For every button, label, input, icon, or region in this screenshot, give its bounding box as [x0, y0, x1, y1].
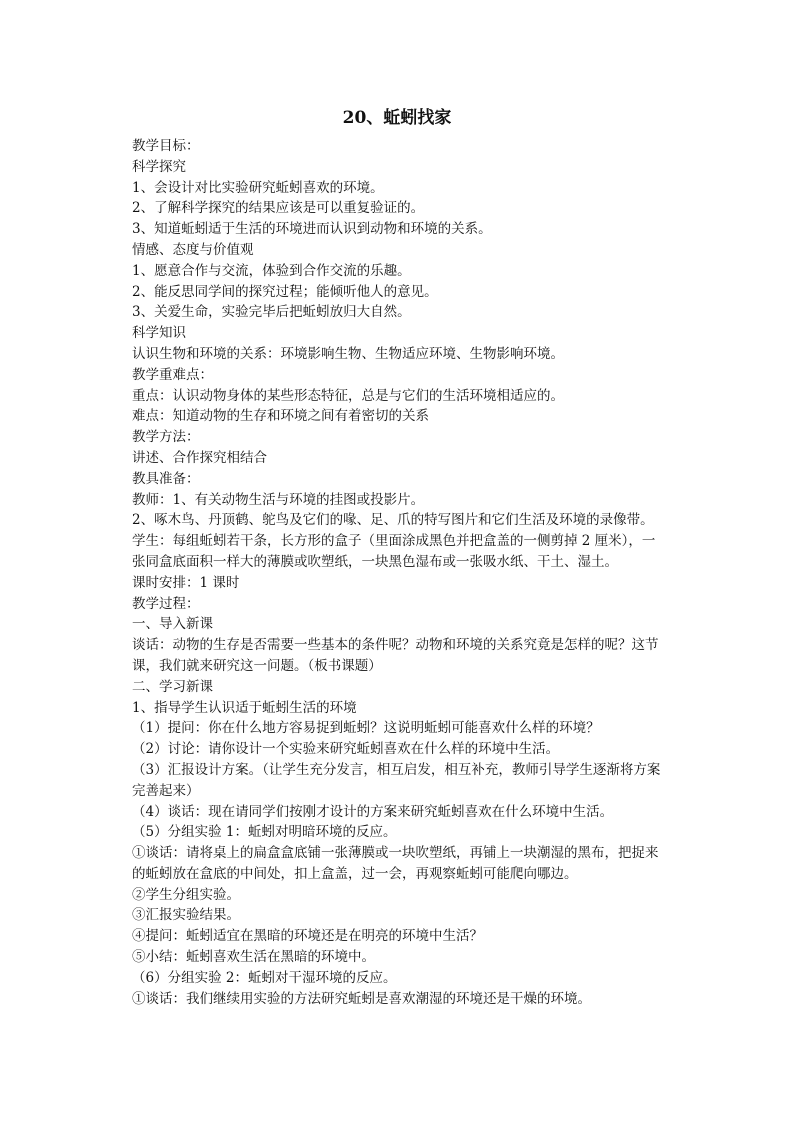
text-line: 谈话：动物的生存是否需要一些基本的条件呢？动物和环境的关系究竟是怎样的呢？这节: [132, 637, 659, 654]
document-body: [119, 136, 679, 1009]
text-line: 3、知道蚯蚓适于生活的环境进而认识到动物和环境的关系。: [132, 221, 492, 238]
text-line: 教师：1、有关动物生活与环境的挂图或投影片。: [132, 491, 425, 508]
text-line: 科学知识: [132, 325, 186, 342]
text-line: ①谈话：我们继续用实验的方法研究蚯蚓是喜欢潮湿的环境还是干燥的环境。: [132, 990, 591, 1007]
text-line: 2、啄木鸟、丹顶鹤、鸵鸟及它们的喙、足、爪的特写图片和它们生活及环境的录像带。: [132, 512, 654, 529]
text-line: 科学探究: [132, 158, 186, 175]
text-line: 3、关爱生命，实验完毕后把蚯蚓放归大自然。: [132, 304, 411, 321]
text-line: ②学生分组实验。: [132, 886, 240, 903]
document-title: 20、蚯蚓找家: [342, 108, 452, 128]
text-line: （1）提问：你在什么地方容易捉到蚯蚓？这说明蚯蚓可能喜欢什么样的环境？: [132, 720, 600, 737]
text-line: ④提问：蚯蚓适宜在黑暗的环境还是在明亮的环境中生活？: [132, 928, 483, 945]
text-line: （6）分组实验 2：蚯蚓对干湿环境的反应。: [132, 969, 397, 986]
text-line: ③汇报实验结果。: [132, 907, 240, 924]
text-line: 的蚯蚓放在盒底的中间处，扣上盒盖，过一会，再观察蚯蚓可能爬向哪边。: [132, 865, 578, 882]
text-line: 1、指导学生认识适于蚯蚓生活的环境: [132, 699, 357, 716]
text-line: 教学目标：: [132, 138, 200, 154]
text-line: 课，我们就来研究这一问题。（板书课题）: [132, 657, 382, 674]
text-line: （3）汇报设计方案。（让学生充分发言，相互启发，相互补充，教师引导学生逐渐将方案: [132, 761, 661, 778]
text-line: 1、愿意合作与交流，体验到合作交流的乐趣。: [132, 262, 411, 279]
text-line: 2、能反思同学间的探究过程；能倾听他人的意见。: [132, 283, 438, 300]
text-line: 课时安排：1 课时: [132, 574, 240, 591]
text-line: 教学方法：: [132, 429, 200, 446]
text-line: 2、了解科学探究的结果应该是可以重复验证的。: [132, 200, 425, 217]
text-line: 完善起来）: [132, 782, 200, 799]
text-line: （2）讨论：请你设计一个实验来研究蚯蚓喜欢在什么样的环境中生活。: [132, 741, 560, 758]
text-line: 教学重难点：: [132, 366, 213, 383]
text-line: 情感、态度与价值观: [132, 241, 254, 258]
text-line: ①谈话：请将桌上的扁盒盒底铺一张薄膜或一块吹塑纸，再铺上一块潮湿的黑布，把捉来: [132, 845, 659, 862]
text-line: （5）分组实验 1：蚯蚓对明暗环境的反应。: [132, 824, 397, 841]
text-line: 二、学习新课: [132, 678, 213, 695]
text-line: 教具准备：: [132, 470, 200, 487]
text-line: 张同盒底面积一样大的薄膜或吹塑纸，一块黑色湿布或一张吸水纸、干土、湿土。: [132, 553, 618, 570]
text-line: 1、会设计对比实验研究蚯蚓喜欢的环境。: [132, 179, 384, 196]
text-line: 重点：认识动物身体的某些形态特征，总是与它们的生活环境相适应的。: [132, 387, 564, 404]
text-line: ⑤小结：蚯蚓喜欢生活在黑暗的环境中。: [132, 949, 375, 966]
text-line: 教学过程：: [132, 595, 200, 612]
text-line: 认识生物和环境的关系：环境影响生物、生物适应环境、生物影响环境。: [132, 345, 564, 362]
text-line: 一、导入新课: [132, 616, 213, 633]
text-line: （4）谈话：现在请同学们按刚才设计的方案来研究蚯蚓喜欢在什么环境中生活。: [132, 803, 614, 820]
text-line: 难点：知道动物的生存和环境之间有着密切的关系: [132, 408, 429, 425]
text-line: 讲述、合作探究相结合: [132, 449, 267, 466]
text-line: 学生：每组蚯蚓若干条，长方形的盒子（里面涂成黑色并把盒盖的一侧剪掉 2 厘米），一: [132, 533, 656, 550]
